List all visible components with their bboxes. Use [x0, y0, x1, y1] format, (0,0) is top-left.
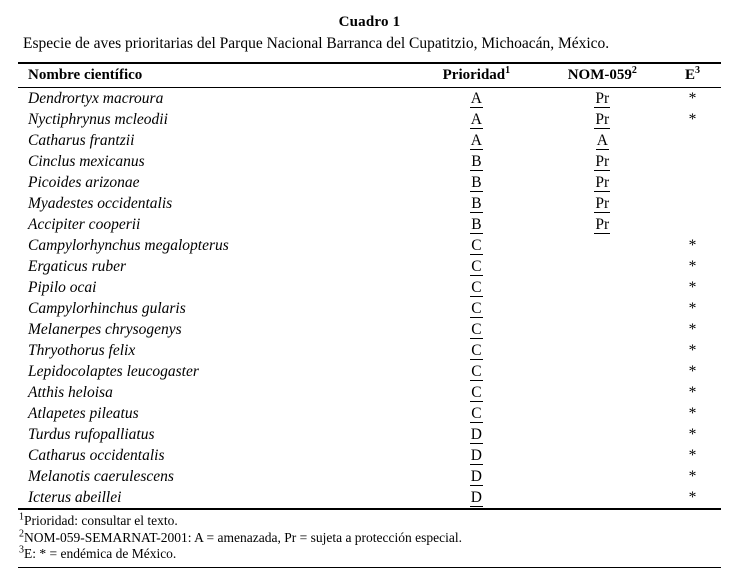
species-cell-value: Catharus frantzii	[28, 131, 135, 149]
table-row	[18, 361, 721, 382]
table-row	[18, 319, 721, 340]
prioridad-cell-value: C	[471, 320, 482, 338]
species-cell	[18, 109, 412, 130]
prioridad-cell-value: D	[470, 488, 482, 506]
nom059-footnote-marker: 2	[631, 65, 637, 76]
endemica-cell-value: *	[688, 341, 697, 359]
prioridad-cell-value: A	[470, 110, 482, 128]
footnotes	[19, 513, 726, 563]
header-row	[18, 63, 721, 88]
species-cell-value: Atthis heloisa	[28, 383, 113, 401]
endemica-cell	[664, 361, 721, 382]
nom059-cell	[541, 340, 664, 361]
endemica-cell-value: *	[688, 404, 697, 422]
nom059-cell	[541, 277, 664, 298]
column-header-prioridad-label: Prioridad	[442, 67, 506, 83]
prioridad-cell	[412, 340, 541, 361]
nom059-cell	[541, 487, 664, 509]
species-cell	[18, 151, 412, 172]
footnote-marker: 2	[19, 528, 24, 539]
species-cell	[18, 319, 412, 340]
prioridad-cell-value: C	[471, 299, 482, 317]
table-row	[18, 235, 721, 256]
prioridad-footnote-marker: 1	[505, 65, 511, 76]
species-cell	[18, 445, 412, 466]
species-cell	[18, 298, 412, 319]
table-row	[18, 298, 721, 319]
species-cell-value: Melanotis caerulescens	[28, 467, 174, 485]
prioridad-cell-value: C	[471, 236, 482, 254]
footnote-endemica	[19, 546, 726, 563]
endemica-cell	[664, 256, 721, 277]
species-cell-value: Catharus occidentalis	[28, 446, 165, 464]
species-cell	[18, 256, 412, 277]
prioridad-cell	[412, 172, 541, 193]
endemica-cell	[664, 340, 721, 361]
species-cell-value: Ergaticus ruber	[28, 257, 127, 275]
table-row	[18, 151, 721, 172]
prioridad-cell-value: A	[470, 131, 482, 149]
nom059-cell-value: A	[596, 131, 608, 149]
table-caption: Especie de aves prioritarias del Parque Nacional Barranca del Cupatitzio, Michoacán, México.	[23, 35, 610, 52]
species-cell-value: Atlapetes pileatus	[28, 404, 139, 422]
table-row	[18, 214, 721, 235]
endemica-cell	[664, 424, 721, 445]
nom059-cell-value: Pr	[595, 89, 610, 107]
nom059-cell	[541, 382, 664, 403]
endemica-cell	[664, 172, 721, 193]
endemica-cell-value: *	[688, 110, 697, 128]
nom059-cell-value: Pr	[595, 173, 610, 191]
prioridad-cell-value: D	[470, 467, 482, 485]
endemica-cell	[664, 445, 721, 466]
endemica-cell-value: *	[688, 362, 697, 380]
table-row	[18, 466, 721, 487]
table-row	[18, 424, 721, 445]
column-header-species	[18, 63, 412, 88]
nom059-cell	[541, 214, 664, 235]
nom059-cell	[541, 109, 664, 130]
table-row	[18, 382, 721, 403]
prioridad-cell	[412, 466, 541, 487]
prioridad-cell	[412, 109, 541, 130]
prioridad-cell-value: A	[470, 89, 482, 107]
prioridad-cell-value: C	[471, 404, 482, 422]
prioridad-cell-value: C	[471, 383, 482, 401]
nom059-cell-value: Pr	[595, 110, 610, 128]
prioridad-cell	[412, 319, 541, 340]
species-cell	[18, 466, 412, 487]
prioridad-cell	[412, 256, 541, 277]
nom059-cell	[541, 235, 664, 256]
endemica-cell-value: *	[688, 278, 697, 296]
endemica-cell	[664, 130, 721, 151]
species-cell-value: Icterus abeillei	[28, 488, 122, 506]
prioridad-cell-value: B	[471, 215, 482, 233]
species-cell	[18, 361, 412, 382]
nom059-cell	[541, 298, 664, 319]
column-header-nom059-label: NOM-059	[567, 67, 632, 83]
species-cell-value: Picoides arizonae	[28, 173, 140, 191]
footnote-text: NOM-059-SEMARNAT-2001: A = amenazada, Pr = sujeta a protección especial.	[24, 529, 463, 545]
nom059-cell-value: Pr	[595, 215, 610, 233]
prioridad-cell-value: B	[471, 152, 482, 170]
species-cell-value: Lepidocolaptes leucogaster	[28, 362, 199, 380]
endemica-cell-value: *	[688, 446, 697, 464]
column-header-endemica-label: E	[684, 67, 695, 83]
footnote-prioridad	[19, 513, 726, 530]
prioridad-cell-value: B	[471, 194, 482, 212]
endemica-cell-value: *	[688, 257, 697, 275]
prioridad-cell	[412, 214, 541, 235]
species-table	[18, 62, 721, 510]
prioridad-cell	[412, 403, 541, 424]
endemica-cell	[664, 193, 721, 214]
prioridad-cell	[412, 445, 541, 466]
prioridad-cell	[412, 88, 541, 110]
prioridad-cell	[412, 382, 541, 403]
column-header-species-label: Nombre científico	[28, 67, 143, 83]
species-cell	[18, 277, 412, 298]
table-row	[18, 109, 721, 130]
table-row	[18, 172, 721, 193]
prioridad-cell-value: C	[471, 341, 482, 359]
species-cell-value: Campylorhinchus gularis	[28, 299, 186, 317]
prioridad-cell-value: C	[471, 257, 482, 275]
nom059-cell	[541, 130, 664, 151]
column-header-prioridad	[412, 63, 541, 88]
prioridad-cell-value: C	[471, 362, 482, 380]
endemica-cell	[664, 319, 721, 340]
species-cell-value: Campylorhynchus megalopterus	[28, 236, 229, 254]
endemica-cell	[664, 214, 721, 235]
prioridad-cell	[412, 361, 541, 382]
endemica-cell-value: *	[688, 89, 697, 107]
nom059-cell	[541, 88, 664, 110]
nom059-cell	[541, 424, 664, 445]
species-cell	[18, 172, 412, 193]
prioridad-cell	[412, 151, 541, 172]
species-cell-value: Turdus rufopalliatus	[28, 425, 155, 443]
endemica-cell	[664, 487, 721, 509]
table-body	[18, 88, 721, 510]
endemica-cell	[664, 403, 721, 424]
table-row	[18, 487, 721, 509]
endemica-cell	[664, 298, 721, 319]
nom059-cell	[541, 151, 664, 172]
nom059-cell	[541, 403, 664, 424]
species-cell-value: Dendrortyx macroura	[28, 89, 164, 107]
endemica-cell	[664, 151, 721, 172]
prioridad-cell	[412, 235, 541, 256]
endemica-cell-value: *	[688, 299, 697, 317]
endemica-cell	[664, 277, 721, 298]
endemica-footnote-marker: 3	[694, 65, 700, 76]
prioridad-cell-value: D	[470, 446, 482, 464]
prioridad-cell	[412, 277, 541, 298]
page-bottom-rule	[18, 567, 721, 568]
prioridad-cell	[412, 487, 541, 509]
endemica-cell-value: *	[688, 383, 697, 401]
nom059-cell	[541, 172, 664, 193]
species-cell	[18, 214, 412, 235]
table-row	[18, 340, 721, 361]
footnote-nom059	[19, 530, 726, 547]
prioridad-cell-value: B	[471, 173, 482, 191]
species-cell	[18, 88, 412, 110]
nom059-cell	[541, 361, 664, 382]
endemica-cell-value: *	[688, 488, 697, 506]
endemica-cell-value: *	[688, 425, 697, 443]
endemica-cell	[664, 88, 721, 110]
prioridad-cell	[412, 130, 541, 151]
endemica-cell	[664, 382, 721, 403]
footnote-marker: 1	[19, 511, 24, 523]
species-cell	[18, 382, 412, 403]
nom059-cell	[541, 256, 664, 277]
table-row	[18, 256, 721, 277]
endemica-cell	[664, 235, 721, 256]
table-row	[18, 193, 721, 214]
species-cell	[18, 424, 412, 445]
nom059-cell-value: Pr	[595, 152, 610, 170]
species-cell-value: Pipilo ocai	[28, 278, 97, 296]
species-cell-value: Accipiter cooperii	[28, 215, 141, 233]
endemica-cell-value: *	[688, 320, 697, 338]
prioridad-cell	[412, 424, 541, 445]
species-cell	[18, 340, 412, 361]
species-cell	[18, 235, 412, 256]
species-cell-value: Myadestes occidentalis	[28, 194, 173, 212]
prioridad-cell	[412, 298, 541, 319]
footnote-marker: 3	[19, 544, 24, 556]
species-cell	[18, 487, 412, 509]
prioridad-cell	[412, 193, 541, 214]
nom059-cell	[541, 466, 664, 487]
table-row	[18, 130, 721, 151]
column-header-endemica	[664, 63, 721, 88]
table-header	[18, 63, 721, 88]
table-row	[18, 277, 721, 298]
endemica-cell-value: *	[688, 467, 697, 485]
footnote-text: E: * = endémica de México.	[24, 546, 177, 561]
table-row	[18, 445, 721, 466]
nom059-cell	[541, 319, 664, 340]
species-cell-value: Nyctiphrynus mcleodii	[28, 110, 168, 128]
footnote-text: Prioridad: consultar el texto.	[24, 513, 178, 528]
table-row	[18, 403, 721, 424]
prioridad-cell-value: C	[471, 278, 482, 296]
endemica-cell	[664, 109, 721, 130]
table-label: Cuadro 1	[338, 14, 401, 30]
species-cell-value: Cinclus mexicanus	[28, 152, 145, 170]
endemica-cell-value: *	[688, 236, 697, 254]
table-row	[18, 88, 721, 110]
species-cell	[18, 403, 412, 424]
species-cell	[18, 130, 412, 151]
species-cell-value: Melanerpes chrysogenys	[28, 320, 182, 338]
species-cell-value: Thryothorus felix	[28, 341, 136, 359]
species-cell	[18, 193, 412, 214]
nom059-cell	[541, 193, 664, 214]
nom059-cell	[541, 445, 664, 466]
nom059-cell-value: Pr	[595, 194, 610, 212]
endemica-cell	[664, 466, 721, 487]
prioridad-cell-value: D	[470, 425, 482, 443]
column-header-nom059	[541, 63, 664, 88]
